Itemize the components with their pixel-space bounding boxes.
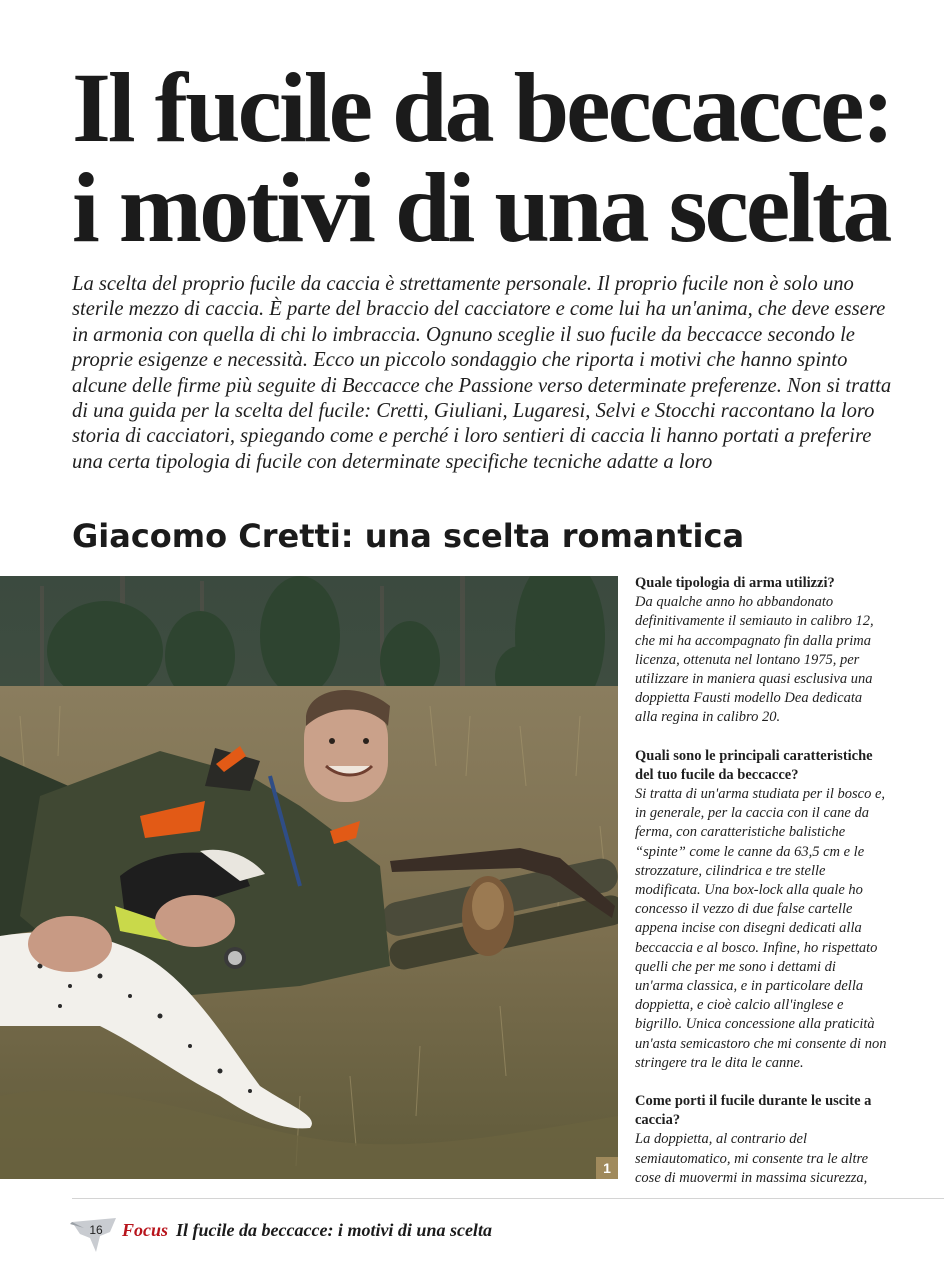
question: Come porti il fucile durante le uscite a caccia? <box>635 1093 872 1129</box>
footer-article-title: Il fucile da beccacce: i motivi di una scelta <box>176 1220 492 1240</box>
title-line-1: Il fucile da beccacce: <box>72 52 892 163</box>
section-title: Giacomo Cretti: una scelta romantica <box>72 517 745 555</box>
article-title <box>72 52 912 263</box>
qa-item <box>635 1092 887 1188</box>
answer: La doppietta, al contrario del semiautomatico, mi consente tra le altre cose di muovermi in massima sicurezza, <box>635 1131 869 1186</box>
title-line-2: i motivi di una scelta <box>72 152 890 263</box>
photo-number-badge: 1 <box>596 1157 618 1179</box>
page-number: 16 <box>89 1223 103 1237</box>
article-lead: La scelta del proprio fucile da caccia è strettamente personale. Il proprio fucile non è solo uno sterile mezzo di caccia. È parte del braccio del cacciatore e come lui ha un'anima, che deve essere in armonia con quella di chi lo imbraccia. Ognuno sceglie il suo fucile da beccacce secondo le proprie esigenze e necessità. Ecco un piccolo sondaggio che riporta i motivi che hanno spinto alcune delle firme più seguite di Beccacce che Passione verso determinate preferenze. Non si tratta di una guida per la scelta del fucile: Cretti, Giuliani, Lugaresi, Selvi e Stocchi raccontano la loro storia di cacciatori, spiegando come e perché i loro sentieri di caccia li hanno portati a preferire una certa tipologia di fucile con determinate specifiche tecniche adatte a loro <box>72 273 892 473</box>
qa-item <box>635 747 887 1073</box>
answer: Si tratta di un'arma studiata per il bosco e, in generale, per la caccia con il cane da ferma, con caratteristiche balistiche “spinte” come le canne da 63,5 cm e le strozzature, cilindrica e tre stelle modificata. Una box-lock alla quale ho concesso il vezzo di due false cartelle appena incise con disegni dedicati alla beccaccia e al bosco. Infine, ho rispettato quelli che per me sono i dettami di un'arma classica, e in particolare della doppietta, e cioè calcio all'inglese e bigrillo. Unica concessione alla praticità un'asta semicastoro che mi consente di non stringere tra le dita le canne. <box>635 786 887 1071</box>
hunter-with-dog-photo <box>0 576 618 1179</box>
answer: Da qualche anno ho abbandonato definitivamente il semiauto in calibro 12, che mi ha accompagnato fin dalla prima licenza, ottenuta nel lontano 1975, per utilizzare in maniera quasi esclusiva una doppietta Fausti modello Dea dedicata alla regina in calibro 20. <box>635 594 874 726</box>
photo-illustration <box>0 576 618 1179</box>
footer-section-label: Focus <box>122 1220 169 1240</box>
footer-running-head <box>122 1220 492 1241</box>
qa-item <box>635 574 887 728</box>
interview-column <box>635 574 887 1207</box>
page-footer <box>70 1214 670 1256</box>
question: Quale tipologia di arma utilizzi? <box>635 575 835 591</box>
question: Quali sono le principali caratteristiche del tuo fucile da beccacce? <box>635 747 873 783</box>
footer-divider <box>72 1198 944 1199</box>
